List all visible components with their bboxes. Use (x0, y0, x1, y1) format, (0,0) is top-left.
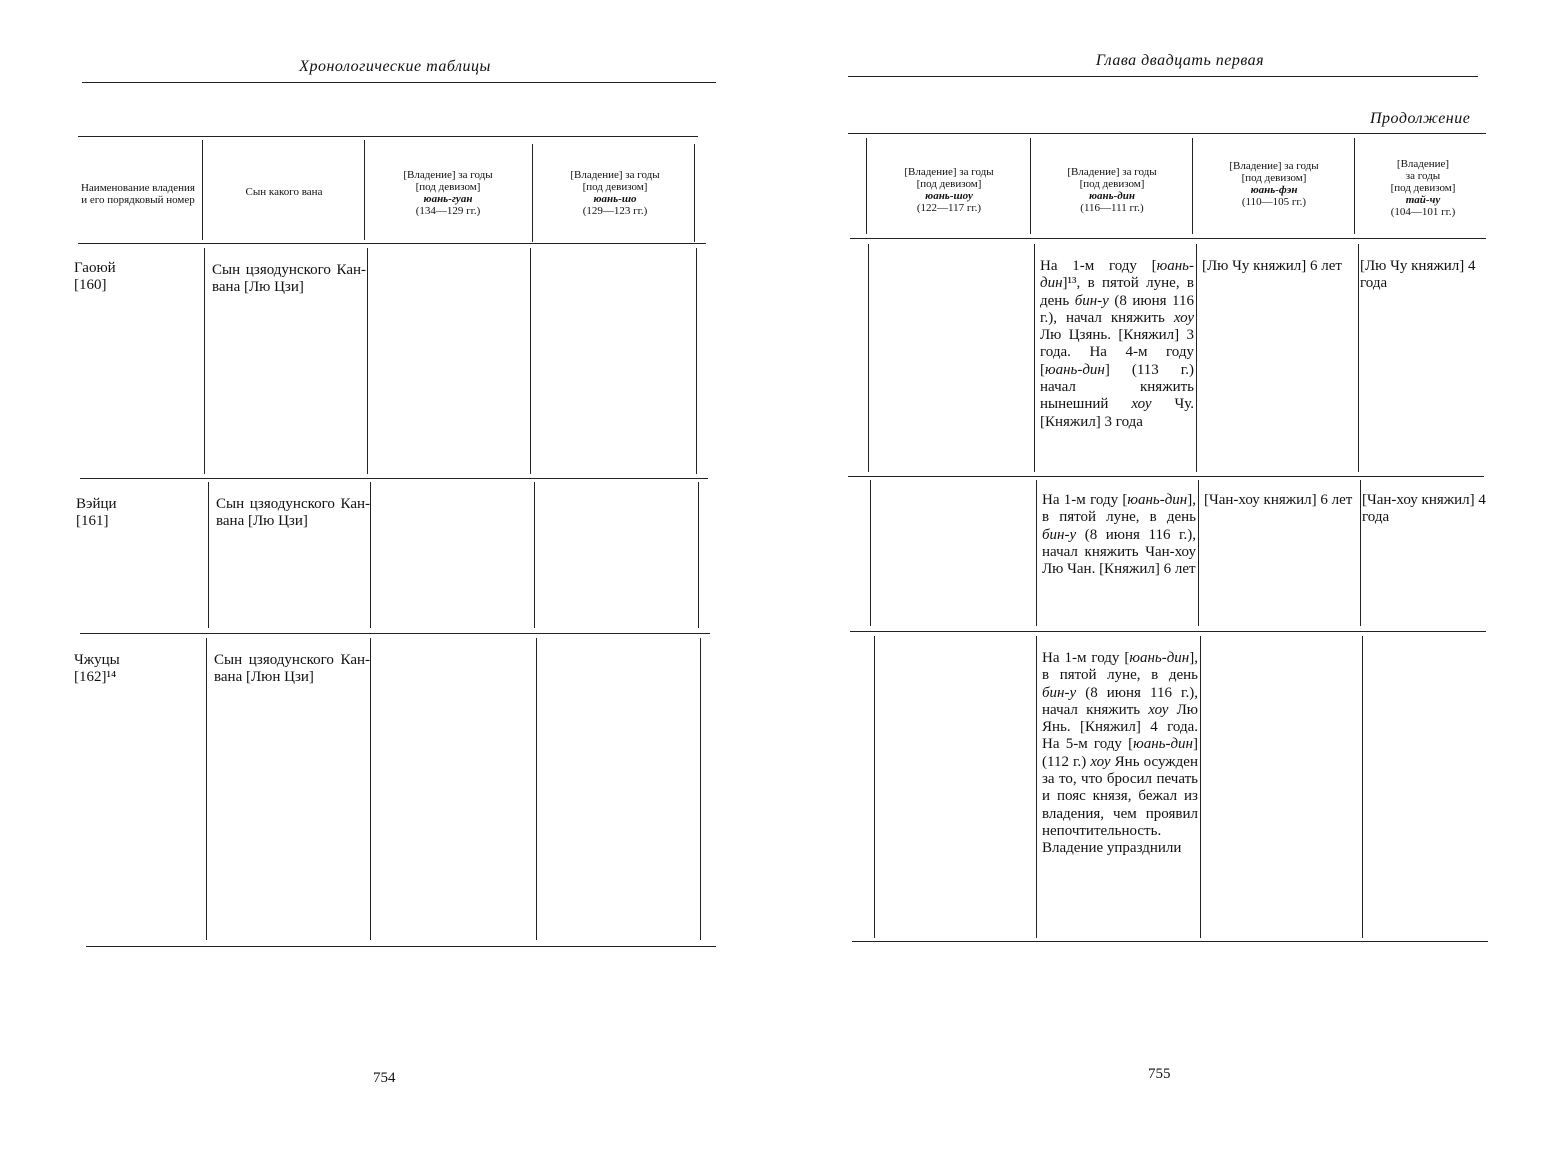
son-of-cell: Сын цзяодунского Кан-вана [Лю Цзи] (216, 496, 370, 530)
header-yuan-guan: [Владение] за годы [под девизом] юань-гуан (134—129 гг.) (403, 169, 493, 217)
col-rule (1200, 636, 1201, 938)
col-rule (1354, 138, 1355, 234)
running-head-right: Глава двадцать первая (1095, 52, 1265, 69)
col-rule (1360, 480, 1361, 626)
son-of-cell: Сын цзяодунского Кан-вана [Лю Цзи] (212, 262, 366, 296)
continued-label: Продолжение (1370, 110, 1471, 127)
col-rule (1030, 138, 1031, 234)
col-rule (1196, 244, 1197, 472)
state-name-cell: Гаоюй [160] (74, 260, 116, 294)
header-yuan-ding: [Владение] за годы [под девизом] юань-дин (116—111 гг.) (1067, 166, 1157, 214)
col-rule (1036, 636, 1037, 938)
table-top-rule (78, 136, 698, 137)
row-rule-1 (80, 478, 708, 479)
table-bottom-rule (852, 941, 1488, 942)
table-top-rule (848, 133, 1486, 134)
yuan-ding-cell: На 1-м году [юань-дин], в пятой луне, в день бин-у (8 июня 116 г.), начал княжить хоу Лю Янь. [Княжил] 4 года. На 5-м году [юань-дин] (112 г.) хоу Янь осужден за то, что бросил печать и пояс князя, бежал из владения, чем проявил непочтительность. Владение упразднили (1042, 650, 1198, 857)
col-rule (698, 482, 699, 628)
col-rule (1192, 138, 1193, 234)
header-tai-chu: [Владение] за годы [под девизом] тай-чу (104—101 гг.) (1390, 158, 1456, 218)
header-yuan-feng: [Владение] за годы [под девизом] юань-фэн (110—105 гг.) (1229, 160, 1319, 208)
col-rule (1362, 636, 1363, 938)
col-rule (694, 144, 695, 242)
col-rule (870, 480, 871, 626)
table-bottom-rule (86, 946, 716, 947)
head-rule-left (82, 82, 716, 83)
col-rule (370, 482, 371, 628)
head-rule-right (848, 76, 1478, 77)
col-rule (1358, 244, 1359, 472)
col-rule (874, 636, 875, 938)
col-rule (1036, 480, 1037, 626)
col-rule (1034, 244, 1035, 472)
running-head-left: Хронологические таблицы (299, 58, 491, 75)
col-rule (367, 248, 368, 474)
col-rule (868, 244, 869, 472)
state-name-cell: Вэйци [161] (76, 496, 117, 530)
col-rule (370, 638, 371, 940)
right-page (772, 0, 1544, 1166)
tai-chu-cell: [Лю Чу княжил] 4 года (1360, 258, 1476, 292)
col-rule (532, 144, 533, 242)
col-rule (700, 638, 701, 940)
col-rule (202, 140, 203, 240)
col-rule (536, 638, 537, 940)
yuan-ding-cell: На 1-м году [юань-дин], в пятой луне, в день бин-у (8 июня 116 г.), начал княжить Чан-хоу Лю Чан. [Княжил] 6 лет (1042, 492, 1196, 578)
row-rule-2 (80, 633, 710, 634)
page-number-left: 754 (373, 1070, 396, 1086)
state-name-cell: Чжуцы [162]¹⁴ (74, 652, 120, 686)
yuan-ding-cell: На 1-м году [юань-дин]¹³, в пятой луне, в день бин-у (8 июня 116 г.), начал княжить хоу Лю Цзянь. [Княжил] 3 года. На 4-м году [юань-дин] (113 г.) начал княжить нынешний хоу Чу. [Княжил] 3 года (1040, 258, 1194, 430)
header-son-of: Сын какого вана (245, 186, 323, 198)
col-rule (530, 248, 531, 474)
row-rule-2 (850, 631, 1486, 632)
yuan-feng-cell: [Чан-хоу княжил] 6 лет (1204, 492, 1353, 508)
header-state: Наименование владения и его порядковый номер (80, 182, 195, 206)
row-rule-1 (848, 476, 1484, 477)
yuan-feng-cell: [Лю Чу княжил] 6 лет (1202, 258, 1342, 274)
col-rule (206, 638, 207, 940)
page-number-right: 755 (1148, 1066, 1171, 1082)
son-of-cell: Сын цзяодунского Кан-вана [Люн Цзи] (214, 652, 370, 686)
col-rule (208, 482, 209, 628)
col-rule (1198, 480, 1199, 626)
tai-chu-cell: [Чан-хоу княжил] 4 года (1362, 492, 1486, 526)
header-yuan-shuo: [Владение] за годы [под девизом] юань-шо (129—123 гг.) (570, 169, 660, 217)
col-rule (204, 248, 205, 474)
header-bottom-rule (78, 243, 706, 244)
col-rule (364, 140, 365, 240)
header-yuan-shou: [Владение] за годы [под девизом] юань-шоу (122—117 гг.) (904, 166, 994, 214)
col-rule (696, 248, 697, 474)
header-bottom-rule (850, 238, 1486, 239)
col-rule (866, 138, 867, 234)
col-rule (534, 482, 535, 628)
